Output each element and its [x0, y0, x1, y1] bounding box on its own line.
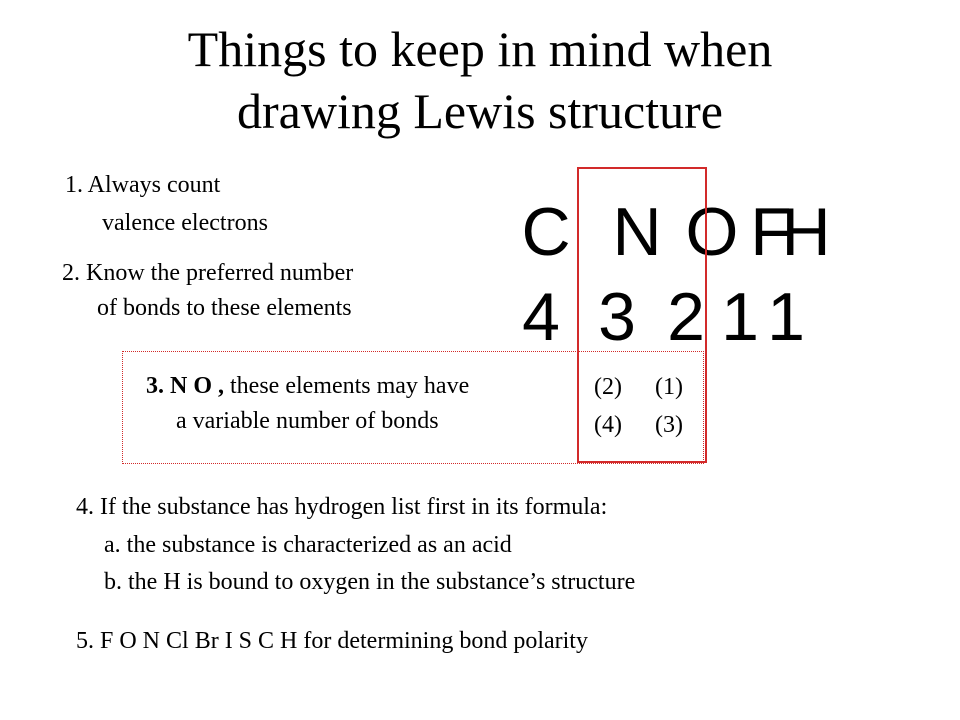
item-1-line-1: 1. Always count: [65, 172, 221, 198]
item-1-line-2: valence electrons: [102, 210, 268, 236]
bond-count-f: 1: [721, 279, 759, 355]
item-2-line-1: 2. Know the preferred number: [62, 260, 354, 286]
title-line-1: Things to keep in mind when: [187, 21, 773, 77]
element-symbols-row: [0, 196, 960, 268]
item-3-line-1: [146, 371, 469, 402]
n-alternative-2: (4): [594, 412, 622, 438]
n-alternative-1: (2): [594, 374, 622, 400]
element-symbol-n: N: [612, 194, 662, 270]
item-4-line-3: b. the H is bound to oxygen in the substance’s structure: [104, 569, 636, 595]
item-2-line-2: of bonds to these elements: [97, 295, 352, 321]
bond-count-row: [0, 281, 960, 353]
bond-count-h: 1: [767, 279, 805, 355]
element-symbol-f: F: [750, 194, 792, 270]
item-4-line-2: a. the substance is characterized as an acid: [104, 532, 512, 558]
bond-count-c: 4: [522, 279, 560, 355]
title-line-2: drawing Lewis structure: [237, 83, 723, 139]
o-alternative-1: (1): [655, 374, 683, 400]
bond-count-n: 3: [598, 279, 636, 355]
item-4-line-1: 4. If the substance has hydrogen list first in its formula:: [76, 494, 608, 520]
item-3-line-1-rest: these elements may have: [224, 373, 470, 399]
item-5-line-1: 5. F O N Cl Br I S C H for determining bond polarity: [76, 628, 588, 654]
slide-title: [0, 18, 960, 142]
o-alternative-2: (3): [655, 412, 683, 438]
bond-count-o: 2: [667, 279, 705, 355]
item-3-prefix: 3. N O ,: [146, 373, 224, 399]
item-3-line-2: a variable number of bonds: [176, 408, 439, 434]
element-symbol-h: H: [781, 194, 831, 270]
element-symbol-c: C: [521, 194, 571, 270]
element-symbol-o: O: [685, 194, 739, 270]
